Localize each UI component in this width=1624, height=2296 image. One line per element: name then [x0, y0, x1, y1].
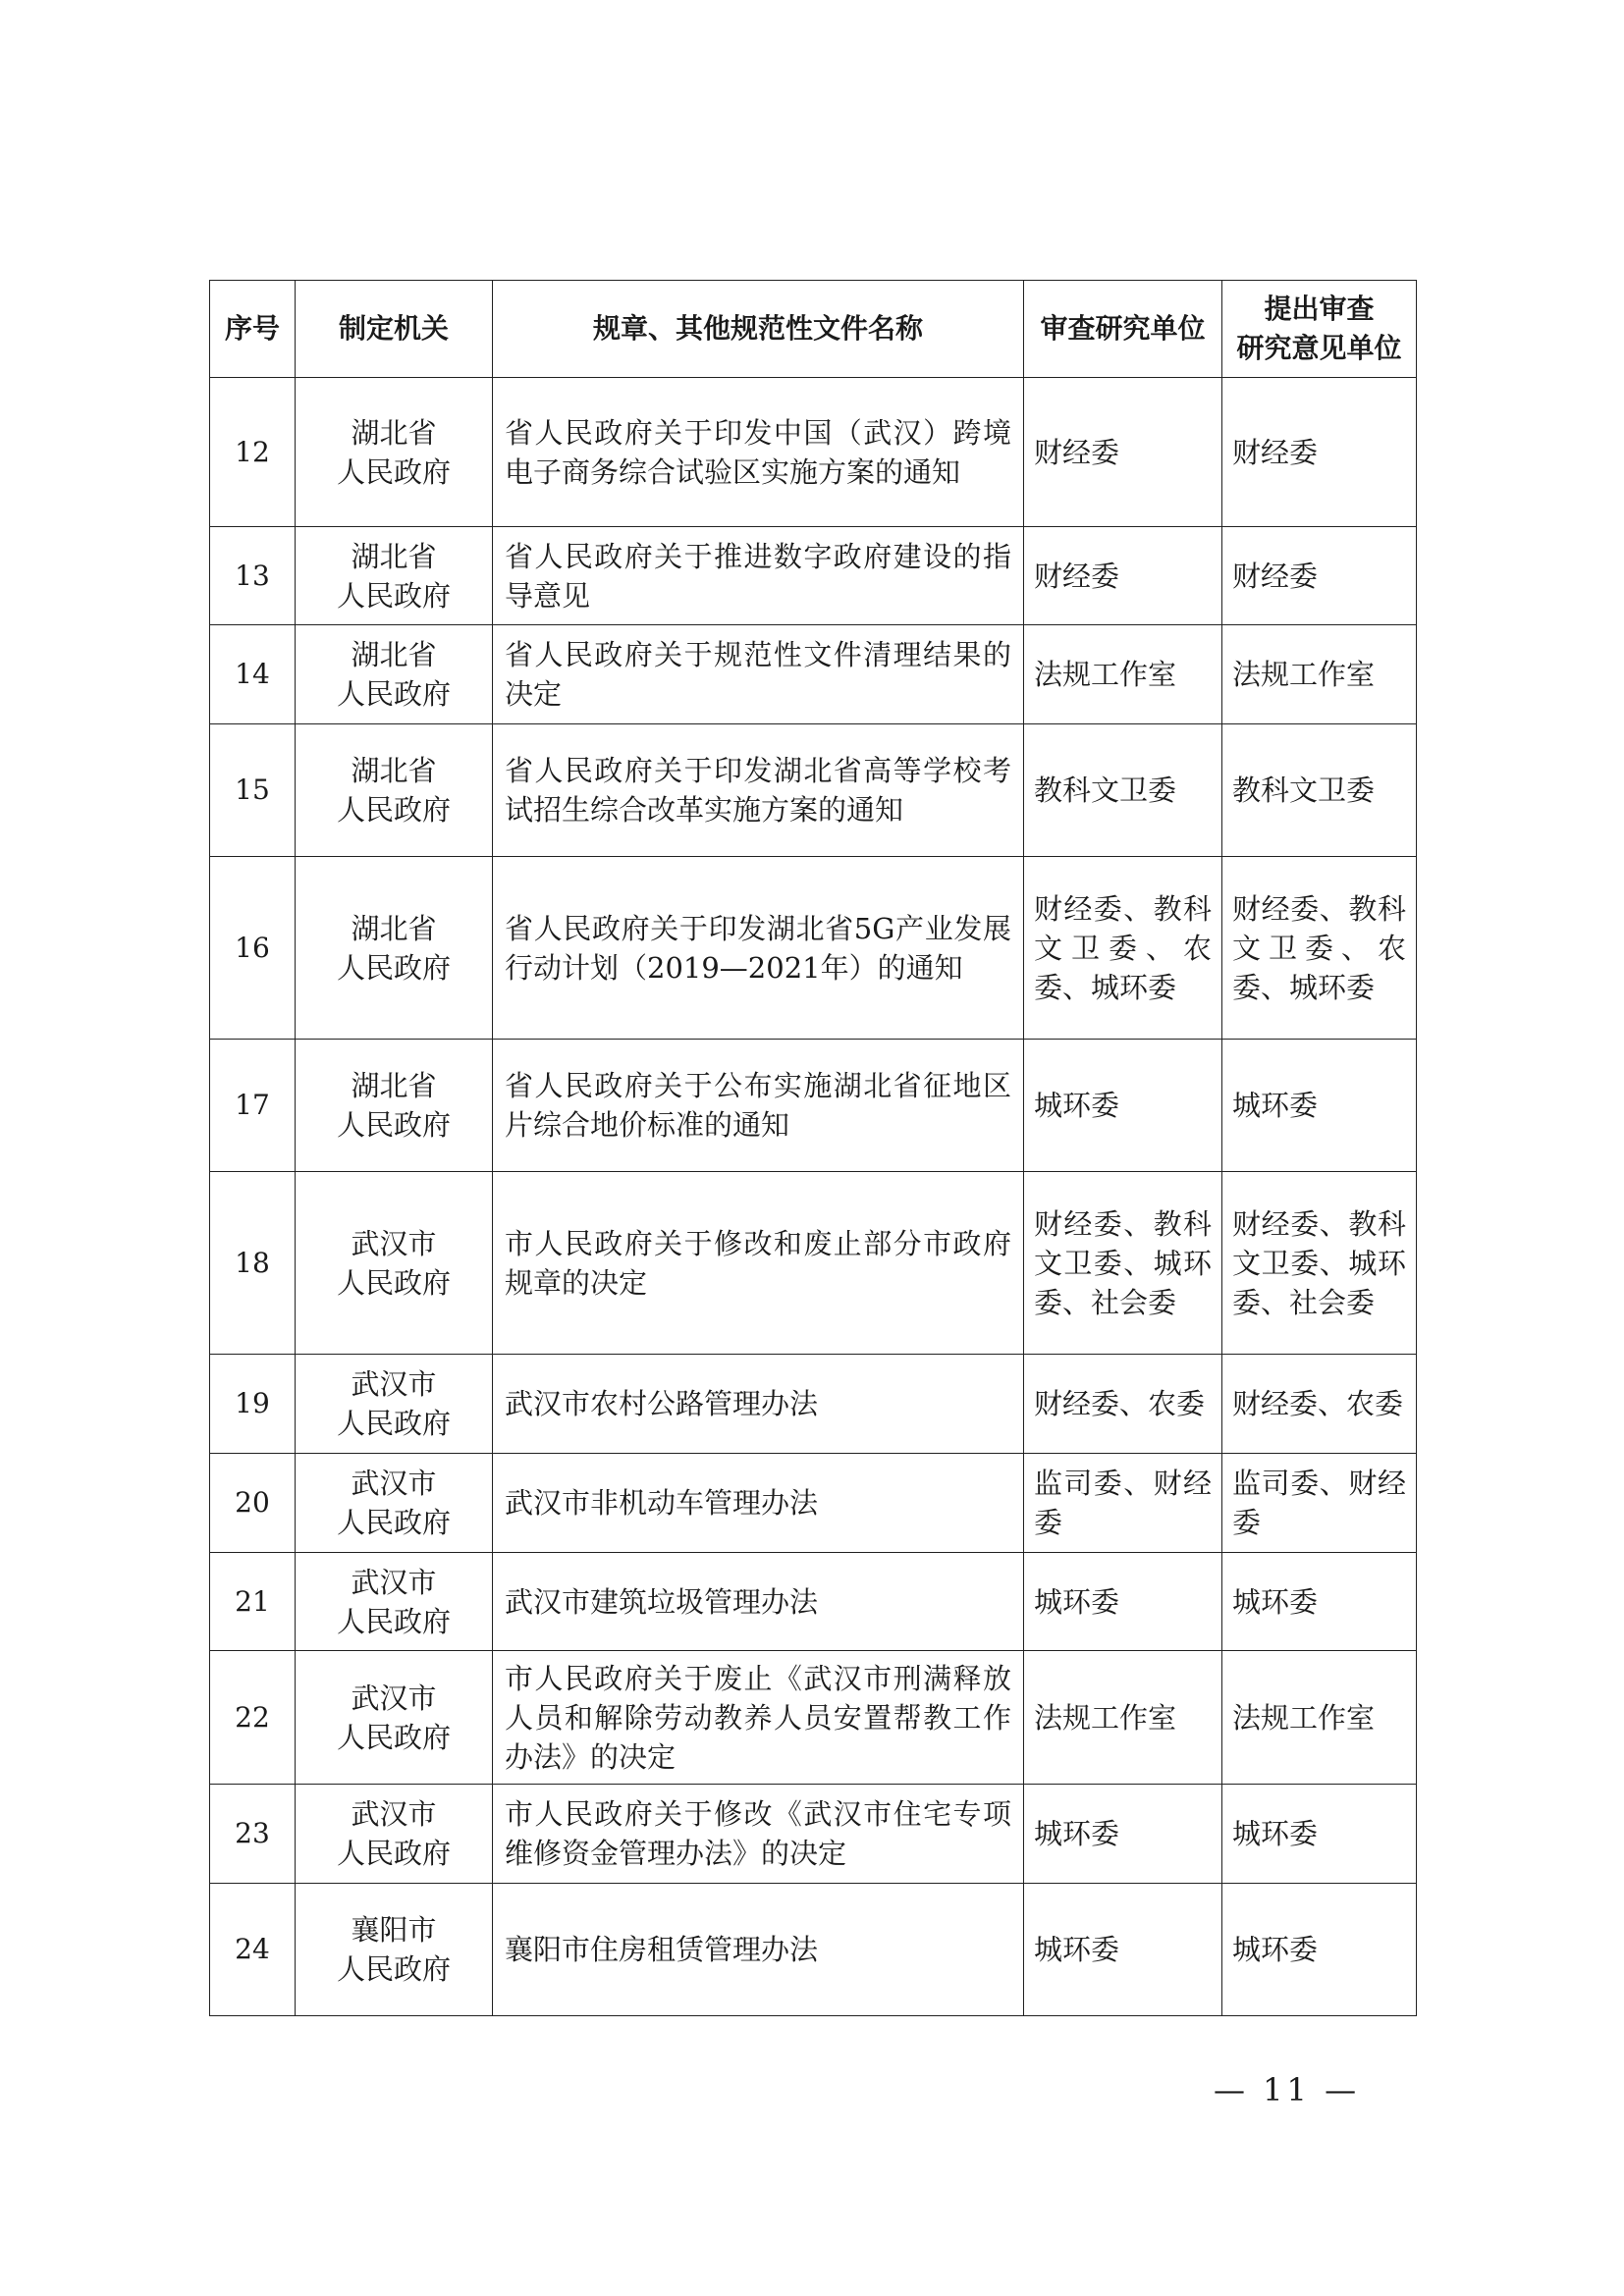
row-name: 省人民政府关于印发湖北省高等学校考试招生综合改革实施方案的通知	[493, 724, 1024, 857]
row-org: 武汉市 人民政府	[296, 1651, 493, 1785]
row-no: 21	[210, 1553, 296, 1651]
row-review-unit: 城环委	[1024, 1785, 1222, 1884]
row-opinion-unit: 财经委	[1222, 378, 1417, 527]
row-opinion-unit: 财经委	[1222, 527, 1417, 625]
row-name: 省人民政府关于推进数字政府建设的指导意见	[493, 527, 1024, 625]
row-no: 24	[210, 1884, 296, 2016]
row-no: 20	[210, 1454, 296, 1553]
row-opinion-unit: 城环委	[1222, 1553, 1417, 1651]
row-org: 武汉市 人民政府	[296, 1355, 493, 1454]
table-row	[210, 1355, 1417, 1454]
row-review-unit: 法规工作室	[1024, 1651, 1222, 1785]
header-name: 规章、其他规范性文件名称	[493, 281, 1024, 378]
row-no: 15	[210, 724, 296, 857]
row-opinion-unit: 城环委	[1222, 1040, 1417, 1172]
table-row	[210, 1454, 1417, 1553]
page-number: — 11 —	[1214, 2071, 1361, 2109]
row-no: 16	[210, 857, 296, 1040]
row-org: 湖北省 人民政府	[296, 527, 493, 625]
row-opinion-unit: 财经委、农委	[1222, 1355, 1417, 1454]
row-org: 湖北省 人民政府	[296, 378, 493, 527]
row-no: 12	[210, 378, 296, 527]
table-row	[210, 625, 1417, 724]
row-name: 省人民政府关于印发中国（武汉）跨境电子商务综合试验区实施方案的通知	[493, 378, 1024, 527]
row-name: 武汉市建筑垃圾管理办法	[493, 1553, 1024, 1651]
table-row	[210, 1040, 1417, 1172]
row-no: 22	[210, 1651, 296, 1785]
row-review-unit: 法规工作室	[1024, 625, 1222, 724]
row-name: 市人民政府关于修改和废止部分市政府规章的决定	[493, 1172, 1024, 1355]
row-review-unit: 城环委	[1024, 1884, 1222, 2016]
table-row	[210, 1553, 1417, 1651]
regulations-table	[209, 280, 1417, 2016]
row-org: 武汉市 人民政府	[296, 1785, 493, 1884]
row-name: 襄阳市住房租赁管理办法	[493, 1884, 1024, 2016]
header-review-unit: 审查研究单位	[1024, 281, 1222, 378]
row-no: 23	[210, 1785, 296, 1884]
row-org: 湖北省 人民政府	[296, 724, 493, 857]
row-review-unit: 财经委	[1024, 378, 1222, 527]
row-review-unit: 财经委	[1024, 527, 1222, 625]
row-no: 14	[210, 625, 296, 724]
row-name: 省人民政府关于印发湖北省5G产业发展行动计划（2019—2021年）的通知	[493, 857, 1024, 1040]
row-review-unit: 教科文卫委	[1024, 724, 1222, 857]
row-name: 市人民政府关于修改《武汉市住宅专项维修资金管理办法》的决定	[493, 1785, 1024, 1884]
table-row	[210, 1884, 1417, 2016]
header-org: 制定机关	[296, 281, 493, 378]
row-opinion-unit: 教科文卫委	[1222, 724, 1417, 857]
header-no: 序号	[210, 281, 296, 378]
table-row	[210, 1785, 1417, 1884]
row-org: 襄阳市 人民政府	[296, 1884, 493, 2016]
row-review-unit: 财经委、教科文卫委、农委、城环委	[1024, 857, 1222, 1040]
row-name: 省人民政府关于公布实施湖北省征地区片综合地价标准的通知	[493, 1040, 1024, 1172]
row-no: 19	[210, 1355, 296, 1454]
row-name: 市人民政府关于废止《武汉市刑满释放人员和解除劳动教养人员安置帮教工作办法》的决定	[493, 1651, 1024, 1785]
row-org: 湖北省 人民政府	[296, 1040, 493, 1172]
row-opinion-unit: 法规工作室	[1222, 1651, 1417, 1785]
row-review-unit: 城环委	[1024, 1040, 1222, 1172]
row-name: 省人民政府关于规范性文件清理结果的决定	[493, 625, 1024, 724]
row-opinion-unit: 法规工作室	[1222, 625, 1417, 724]
row-no: 18	[210, 1172, 296, 1355]
row-no: 17	[210, 1040, 296, 1172]
row-review-unit: 财经委、教科文卫委、城环委、社会委	[1024, 1172, 1222, 1355]
row-name: 武汉市非机动车管理办法	[493, 1454, 1024, 1553]
row-org: 武汉市 人民政府	[296, 1454, 493, 1553]
table-row	[210, 1172, 1417, 1355]
row-opinion-unit: 财经委、教科文卫委、城环委、社会委	[1222, 1172, 1417, 1355]
row-opinion-unit: 监司委、财经委	[1222, 1454, 1417, 1553]
row-org: 武汉市 人民政府	[296, 1553, 493, 1651]
row-org: 湖北省 人民政府	[296, 857, 493, 1040]
table-row	[210, 857, 1417, 1040]
header-opinion-unit: 提出审查 研究意见单位	[1222, 281, 1417, 378]
row-opinion-unit: 城环委	[1222, 1785, 1417, 1884]
table-header-row	[210, 281, 1417, 378]
row-name: 武汉市农村公路管理办法	[493, 1355, 1024, 1454]
row-org: 湖北省 人民政府	[296, 625, 493, 724]
row-review-unit: 财经委、农委	[1024, 1355, 1222, 1454]
table-row	[210, 724, 1417, 857]
row-org: 武汉市 人民政府	[296, 1172, 493, 1355]
row-opinion-unit: 城环委	[1222, 1884, 1417, 2016]
row-opinion-unit: 财经委、教科文卫委、农委、城环委	[1222, 857, 1417, 1040]
table-row	[210, 378, 1417, 527]
row-review-unit: 城环委	[1024, 1553, 1222, 1651]
table-row	[210, 527, 1417, 625]
table-row	[210, 1651, 1417, 1785]
row-no: 13	[210, 527, 296, 625]
row-review-unit: 监司委、财经委	[1024, 1454, 1222, 1553]
